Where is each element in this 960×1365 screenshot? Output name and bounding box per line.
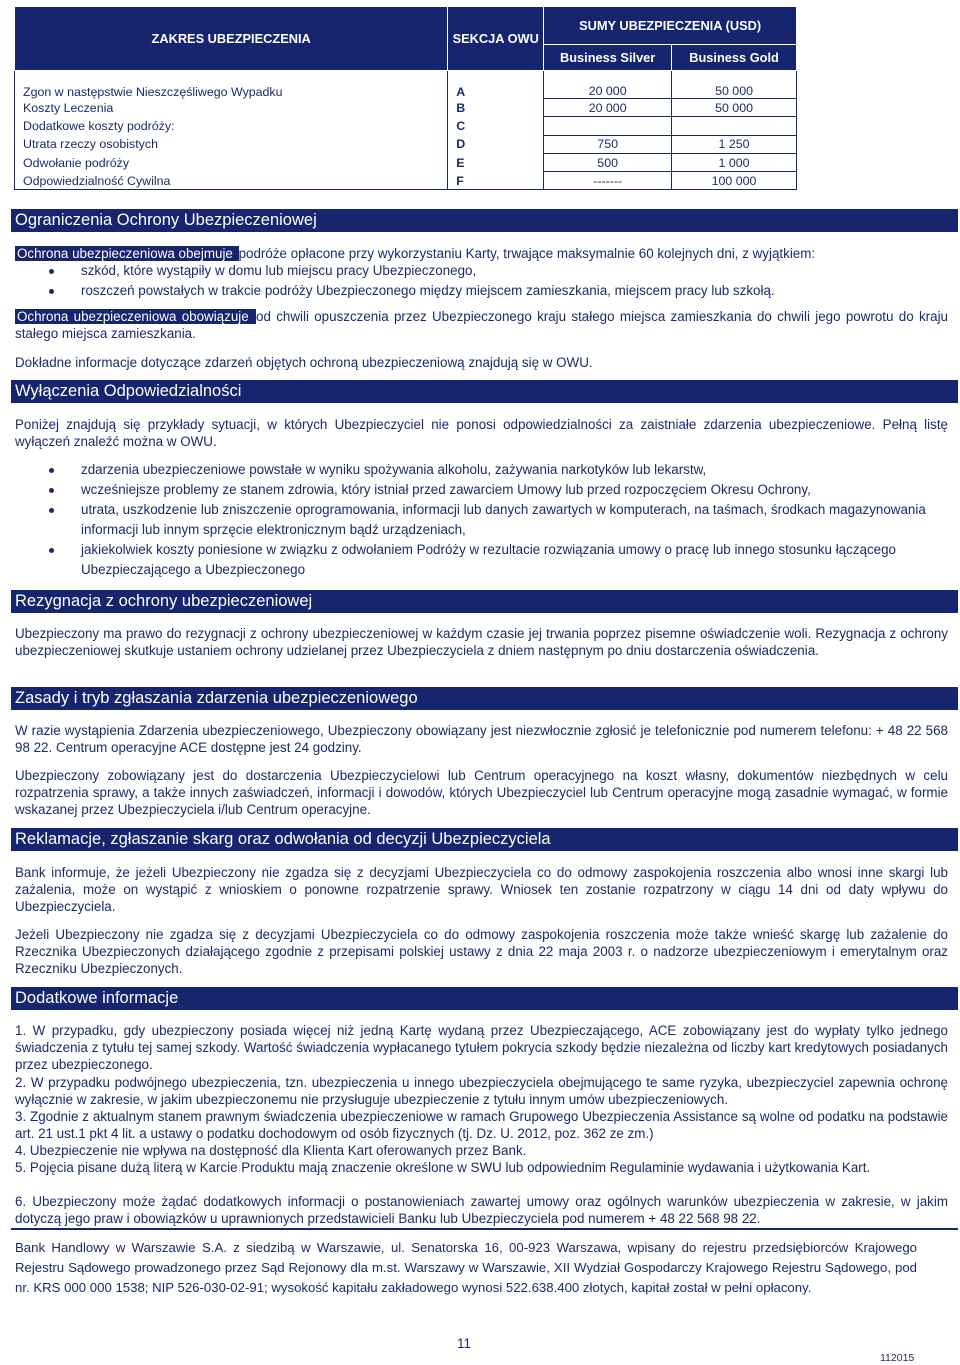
section-title-resignation: Rezygnacja z ochrony ubezpieczeniowej: [11, 590, 958, 613]
section-title-exclusions: Wyłączenia Odpowiedzialności: [11, 380, 958, 403]
table-row: Odwołanie podróży E 500 1 000: [15, 153, 797, 171]
list-item: jakiekolwiek koszty poniesione w związku z odwołaniem Podróży w rezultacie rozwiązania umowy o pracę lub innego stosunku łączącego Ubezpieczającego a Ubezpieczonego: [15, 540, 948, 580]
limits-paragraph-2: Ochrona ubezpieczeniowa obowiązuje od chwili opuszczenia przez Ubezpieczonego kraju stałego miejsca zamieszkania do chwili jego powrotu do kraju stałego miejsca zamieszkania.: [15, 309, 948, 341]
limits-paragraph-3: Dokładne informacje dotyczące zdarzeń objętych ochroną ubezpieczeniową znajdują się w OWU.: [15, 355, 593, 370]
header-scope: ZAKRES UBEZPIECZENIA: [15, 7, 448, 71]
additional-note-2: 2. W przypadku podwójnego ubezpieczenia, tzn. ubezpieczenia u innego ubezpieczyciela obejmującego te same ryzyka, ubezpieczyciel zapewnia ochronę wyłącznie w zakresie, w jakim ubezpieczonemu nie przysługuje ubezpieczenie z tytułu innym umów ubezpieczeniowych.: [15, 1075, 948, 1107]
additional-note-3: 3. Zgodnie z aktualnym stanem prawnym świadczenia ubezpieczeniowe w ramach Grupowego Ubezpieczenia Assistance są wolne od podatku na podstawie art. 21 ust.1 pkt 4 lit. a ustawy o podatku dochodowym od osób fizycznych (tj. Dz. U. 2012, poz. 362 ze zm.): [15, 1109, 948, 1141]
table-row: Utrata rzeczy osobistych D 750 1 250: [15, 135, 797, 153]
bullet-icon: [49, 508, 54, 513]
exclusions-paragraph: Poniżej znajdują się przykłady sytuacji, w których Ubezpieczyciel nie ponosi odpowiedzialności za zaistniałe zdarzenia ubezpieczeniowe. Pełną listę wyłączeń znaleźć można w OWU.: [15, 417, 948, 449]
table-row: Koszty Leczenia B 20 000 50 000: [15, 99, 797, 117]
section-title-limits: Ograniczenia Ochrony Ubezpieczeniowej: [11, 209, 958, 232]
header-section: SEKCJA OWU: [448, 7, 544, 71]
list-item: szkód, które wystąpiły w domu lub miejscu pracy Ubezpieczonego,: [15, 261, 948, 281]
document-code: 112015: [880, 1352, 915, 1364]
footer-divider: [11, 1228, 958, 1230]
bullet-icon: [49, 488, 54, 493]
claims-paragraph-1: W razie wystąpienia Zdarzenia ubezpieczeniowego, Ubezpieczony obowiązany jest niezwłocznie zgłosić je telefonicznie pod numerem telefonu: + 48 22 568 98 22. Centrum operacyjne ACE dostępne jest 24 godziny.: [15, 723, 948, 755]
bullet-icon: [49, 548, 54, 553]
complaints-paragraph-2: Jeżeli Ubezpieczony nie zgadza się z decyzjami Ubezpieczyciela co do odmowy zaspokojenia roszczenia może także wnieść skargę lub zażalenie do Rzecznika Ubezpieczonych działającego zgodnie z przepisami polskiej ustawy z dnia 22 maja 2003 r. o nadzorze ubezpieczeniowym i emerytalnym oraz Rzeczniku Ubezpieczonych.: [15, 927, 948, 976]
table-row: Zgon w następstwie Nieszczęśliwego Wypadku A 20 000 50 000: [15, 71, 797, 99]
page-number: 11: [457, 1336, 471, 1351]
bullet-icon: [49, 289, 54, 294]
additional-note-5: 5. Pojęcia pisane dużą literą w Karcie Produktu mają znaczenie określone w SWU lub odpowiednim Regulaminie wydawania i użytkowania Kart.: [15, 1160, 871, 1175]
list-item: roszczeń powstałych w trakcie podróży Ubezpieczonego między miejscem zamieszkania, miejscem pracy lub szkołą.: [15, 281, 948, 301]
exclusions-list: [15, 460, 948, 580]
coverage-table: [14, 6, 797, 190]
section-title-complaints: Reklamacje, zgłaszanie skarg oraz odwołania od decyzji Ubezpieczyciela: [11, 828, 958, 851]
footer-legal: Bank Handlowy w Warszawie S.A. z siedzibą w Warszawie, ul. Senatorska 16, 00-923 Warszawa, wpisany do rejestru przedsiębiorców Krajowego Rejestru Sądowego prowadzonego przez Sąd Rejonowy dla m.st. Warszawy w Warszawie, XII Wydział Gospodarczy Krajowego Rejestru Sądowego, pod nr. KRS 000 000 1538; NIP 526-030-02-91; wysokość kapitału zakładowego wynosi 522.638.400 złotych, kapitał został w pełni opłacony.: [15, 1240, 917, 1295]
header-silver: Business Silver: [544, 45, 672, 71]
additional-note-1: 1. W przypadku, gdy ubezpieczony posiada więcej niż jedną Kartę wydaną przez Ubezpieczającego, ACE zobowiązany jest do wypłaty tylko jednego świadczenia z tytułu tej samej szkody. Wartość świadczenia wypłacanego tytułem pokrycia szkody będzie niezależna od liczby kart kredytowych posiadanych przez ubezpieczonego.: [15, 1023, 948, 1072]
header-gold: Business Gold: [672, 45, 797, 71]
resignation-paragraph: Ubezpieczony ma prawo do rezygnacji z ochrony ubezpieczeniowej w każdym czasie jej trwania poprzez pisemne oświadczenie woli. Rezygnacja z ochrony ubezpieczeniowej skutkuje ustaniem ochrony udzielanej przez Ubezpieczyciela z dniem następnym po dniu dostarczenia oświadczenia.: [15, 626, 948, 658]
list-item: utrata, uszkodzenie lub zniszczenie oprogramowania, informacji lub danych zawartych w komputerach, na taśmach, środkach magazynowania informacji lub innym sprzęcie elektronicznym bądź urządzeniach,: [15, 500, 948, 540]
table-row: Dodatkowe koszty podróży: C: [15, 117, 797, 135]
limits-paragraph-1: Ochrona ubezpieczeniowa obejmuje podróże opłacone przy wykorzystaniu Karty, trwające maksymalnie 60 kolejnych dni, z wyjątkiem:: [17, 246, 816, 261]
additional-note-6: 6. Ubezpieczony może żądać dodatkowych informacji o postanowieniach zawartej umowy oraz ogólnych warunków ubezpieczenia w zakresie, w jakim dotyczą jego praw i obowiązków u uprawnionych przedstawicieli Banku lub Ubezpieczyciela pod numerem + 48 22 568 98 22.: [15, 1194, 948, 1226]
header-sums: SUMY UBEZPIECZENIA (USD): [544, 7, 797, 45]
additional-note-4: 4. Ubezpieczenie nie wpływa na dostępność dla Klienta Kart oferowanych przez Bank.: [15, 1143, 527, 1158]
section-title-claims: Zasady i tryb zgłaszania zdarzenia ubezpieczeniowego: [11, 687, 958, 710]
table-row: Odpowiedzialność Cywilna F ------- 100 000: [15, 172, 797, 190]
list-item: wcześniejsze problemy ze stanem zdrowia, który istniał przed zawarciem Umowy lub przed rozpoczęciem Okresu Ochrony,: [15, 480, 948, 500]
bullet-icon: [49, 269, 54, 274]
section-title-additional: Dodatkowe informacje: [11, 987, 958, 1010]
claims-paragraph-2: Ubezpieczony zobowiązany jest do dostarczenia Ubezpieczycielowi lub Centrum operacyjnego na koszt własny, dokumentów niezbędnych w celu rozpatrzenia sprawy, a także innych zaświadczeń, informacji i dowodów, których Ubezpieczyciel lub Centrum operacyjne mogą zasadnie wymagać, w formie wskazanej przez Ubezpieczyciela i/lub Centrum operacyjne.: [15, 768, 948, 817]
bullet-icon: [49, 468, 54, 473]
list-item: zdarzenia ubezpieczeniowe powstałe w wyniku spożywania alkoholu, zażywania narkotyków lub lekarstw,: [15, 460, 948, 480]
limits-list: [15, 261, 948, 301]
complaints-paragraph-1: Bank informuje, że jeżeli Ubezpieczony nie zgadza się z decyzjami Ubezpieczyciela co do odmowy zaspokojenia roszczenia albo wnosi inne skargi lub zażalenia, może on wystąpić z wnioskiem o ponowne rozpatrzenie sprawy. Wniosek ten zostanie rozpatrzony w ciągu 14 dni od daty wpływu do Ubezpieczyciela.: [15, 865, 948, 914]
